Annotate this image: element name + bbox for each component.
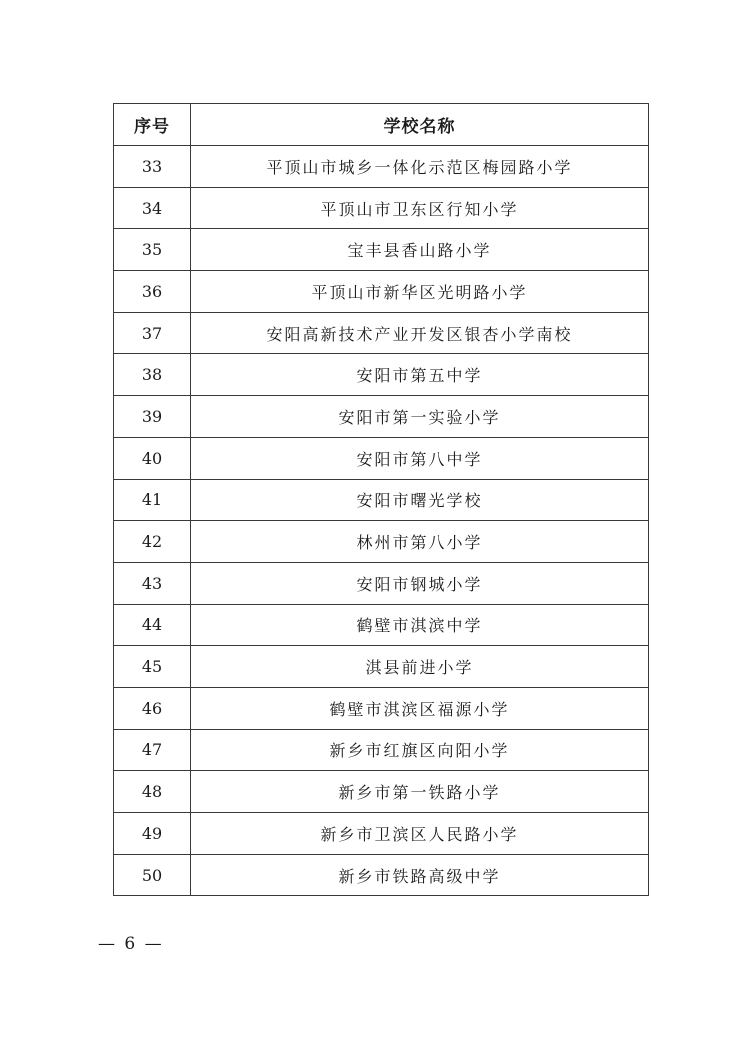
row-school-name: 新乡市红旗区向阳小学 (191, 729, 649, 771)
header-index: 序号 (114, 104, 191, 146)
row-index: 45 (114, 646, 191, 688)
table-row (114, 646, 649, 688)
row-index: 47 (114, 729, 191, 771)
row-school-name: 淇县前进小学 (191, 646, 649, 688)
table-row (114, 771, 649, 813)
row-index: 42 (114, 521, 191, 563)
row-index: 35 (114, 229, 191, 271)
row-school-name: 安阳市钢城小学 (191, 562, 649, 604)
table-row (114, 687, 649, 729)
table-header-row (114, 104, 649, 146)
row-school-name: 平顶山市卫东区行知小学 (191, 187, 649, 229)
row-school-name: 安阳市第一实验小学 (191, 396, 649, 438)
table-row (114, 354, 649, 396)
row-school-name: 鹤壁市淇滨中学 (191, 604, 649, 646)
row-index: 48 (114, 771, 191, 813)
table-row (114, 813, 649, 855)
row-school-name: 安阳市第五中学 (191, 354, 649, 396)
table-row (114, 604, 649, 646)
row-index: 36 (114, 271, 191, 313)
school-list-table (113, 103, 649, 896)
table-row (114, 187, 649, 229)
row-index: 40 (114, 437, 191, 479)
table-body (114, 146, 649, 896)
row-school-name: 新乡市卫滨区人民路小学 (191, 813, 649, 855)
row-school-name: 安阳市第八中学 (191, 437, 649, 479)
row-index: 41 (114, 479, 191, 521)
table-row (114, 396, 649, 438)
table-row (114, 437, 649, 479)
table-row (114, 146, 649, 188)
row-index: 49 (114, 813, 191, 855)
table-row (114, 229, 649, 271)
row-school-name: 平顶山市新华区光明路小学 (191, 271, 649, 313)
row-school-name: 安阳高新技术产业开发区银杏小学南校 (191, 312, 649, 354)
table-row (114, 729, 649, 771)
table-row (114, 521, 649, 563)
row-index: 39 (114, 396, 191, 438)
table-row (114, 854, 649, 896)
row-school-name: 鹤壁市淇滨区福源小学 (191, 687, 649, 729)
row-school-name: 林州市第八小学 (191, 521, 649, 563)
row-index: 37 (114, 312, 191, 354)
row-index: 34 (114, 187, 191, 229)
row-school-name: 新乡市第一铁路小学 (191, 771, 649, 813)
row-index: 43 (114, 562, 191, 604)
row-school-name: 宝丰县香山路小学 (191, 229, 649, 271)
table-row (114, 479, 649, 521)
table-row (114, 562, 649, 604)
row-school-name: 安阳市曙光学校 (191, 479, 649, 521)
row-index: 50 (114, 854, 191, 896)
table-row (114, 312, 649, 354)
row-index: 46 (114, 687, 191, 729)
row-index: 38 (114, 354, 191, 396)
page-number: — 6 — (98, 934, 164, 954)
row-index: 44 (114, 604, 191, 646)
row-index: 33 (114, 146, 191, 188)
row-school-name: 新乡市铁路高级中学 (191, 854, 649, 896)
table-row (114, 271, 649, 313)
row-school-name: 平顶山市城乡一体化示范区梅园路小学 (191, 146, 649, 188)
header-school-name: 学校名称 (191, 104, 649, 146)
